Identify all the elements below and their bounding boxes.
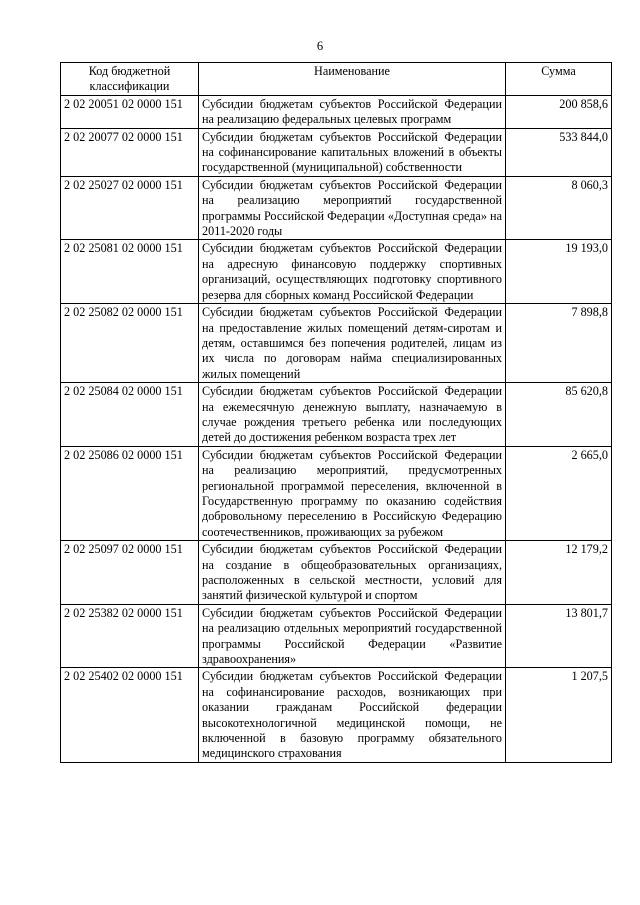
budget-code-cell: 2 02 25086 02 0000 151 [61,446,199,540]
table-row [61,128,612,176]
name-cell: Субсидии бюджетам субъектов Российской Федерации на софинансирование расходов, возникающих при оказании гражданам Российской федерации высокотехнологичной медицинской помощи, не включенной в базовую программу обязательного медицинского страхования [199,668,506,762]
name-cell: Субсидии бюджетам субъектов Российской Федерации на создание в общеобразовательных организациях, расположенных в сельской местности, условий для занятий физической культурой и спортом [199,541,506,605]
sum-cell: 2 665,0 [506,446,612,540]
header-sum: Сумма [506,63,612,96]
budget-code-cell: 2 02 25082 02 0000 151 [61,304,199,383]
table-row [61,446,612,540]
name-cell: Субсидии бюджетам субъектов Российской Федерации на предоставление жилых помещений детям-сиротам и детям, оставшимся без попечения родителей, лицам из их числа по договорам найма специализированных жилых помещений [199,304,506,383]
table-header [61,63,612,96]
name-cell: Субсидии бюджетам субъектов Российской Федерации на адресную финансовую поддержку спортивных организаций, осуществляющих подготовку спортивного резерва для сборных команд Российской Федерации [199,240,506,304]
header-row [61,63,612,96]
table-row [61,95,612,128]
budget-code-cell: 2 02 20077 02 0000 151 [61,128,199,176]
budget-code-cell: 2 02 25402 02 0000 151 [61,668,199,762]
sum-cell: 533 844,0 [506,128,612,176]
table-row [61,604,612,668]
table-row [61,176,612,240]
budget-code-cell: 2 02 25081 02 0000 151 [61,240,199,304]
page-number: 6 [316,39,324,53]
table-row [61,383,612,447]
budget-code-cell: 2 02 20051 02 0000 151 [61,95,199,128]
budget-code-cell: 2 02 25097 02 0000 151 [61,541,199,605]
budget-code-cell: 2 02 25084 02 0000 151 [61,383,199,447]
table-row [61,541,612,605]
table-row [61,304,612,383]
table-body [61,95,612,762]
name-cell: Субсидии бюджетам субъектов Российской Федерации на реализацию федеральных целевых программ [199,95,506,128]
sum-cell: 200 858,6 [506,95,612,128]
budget-table [60,62,612,763]
header-code: Код бюджетной классификации [61,63,199,96]
budget-code-cell: 2 02 25382 02 0000 151 [61,604,199,668]
sum-cell: 13 801,7 [506,604,612,668]
name-cell: Субсидии бюджетам субъектов Российской Федерации на реализацию мероприятий, предусмотренных региональной программой переселения, включенной в Государственную программу по оказанию содействия добровольному переселению в Российскую Федерацию соотечественников, проживающих за рубежом [199,446,506,540]
name-cell: Субсидии бюджетам субъектов Российской Федерации на софинансирование капитальных вложений в объекты государственной (муниципальной) собственности [199,128,506,176]
sum-cell: 1 207,5 [506,668,612,762]
name-cell: Субсидии бюджетам субъектов Российской Федерации на реализацию мероприятий государственной программы Российской Федерации «Доступная среда» на 2011-2020 годы [199,176,506,240]
table-row [61,668,612,762]
header-name: Наименование [199,63,506,96]
sum-cell: 85 620,8 [506,383,612,447]
name-cell: Субсидии бюджетам субъектов Российской Федерации на ежемесячную денежную выплату, назначаемую в случае рождения третьего ребенка или последующих детей до достижения ребенком возраста трех лет [199,383,506,447]
sum-cell: 19 193,0 [506,240,612,304]
sum-cell: 12 179,2 [506,541,612,605]
name-cell: Субсидии бюджетам субъектов Российской Федерации на реализацию отдельных мероприятий государственной программы Российской Федерации «Развитие здравоохранения» [199,604,506,668]
budget-code-cell: 2 02 25027 02 0000 151 [61,176,199,240]
sum-cell: 7 898,8 [506,304,612,383]
table-row [61,240,612,304]
sum-cell: 8 060,3 [506,176,612,240]
